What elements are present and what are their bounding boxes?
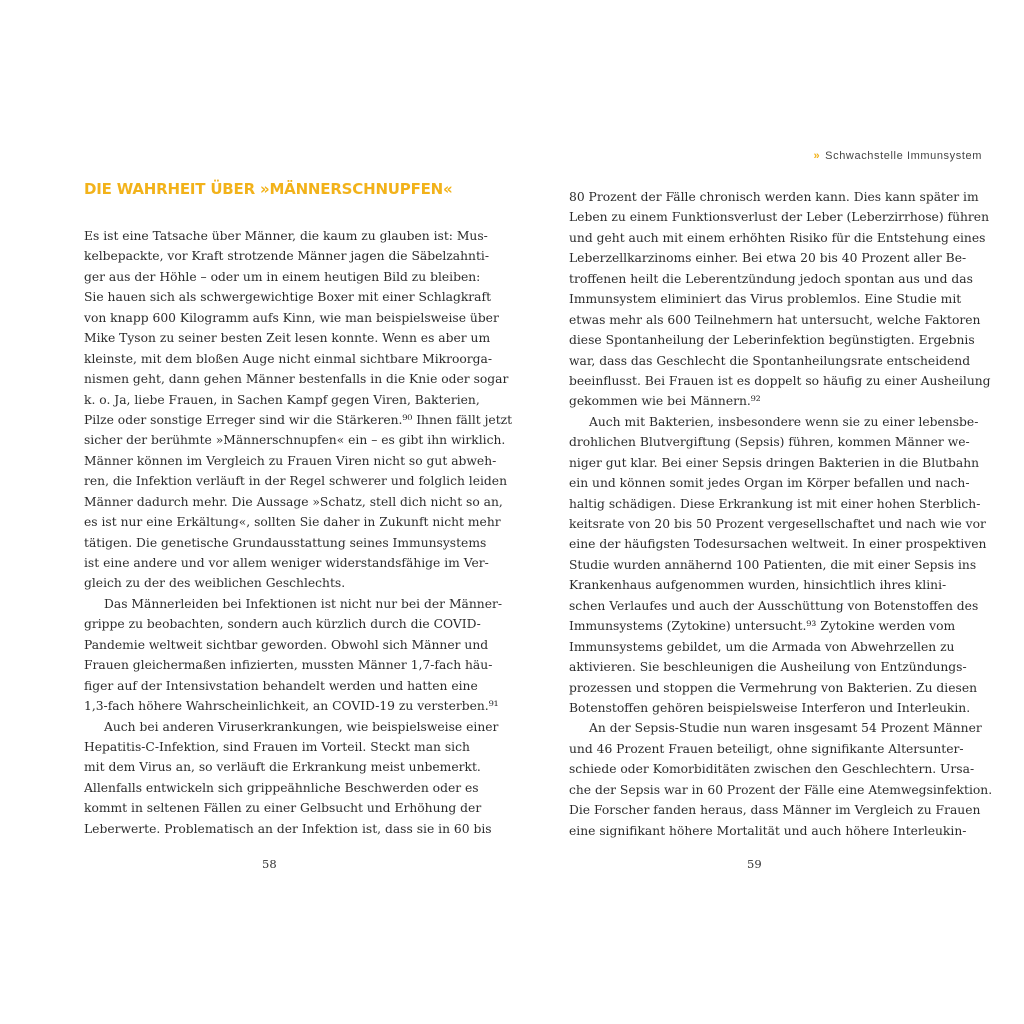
text-line: Mike Tyson zu seiner besten Zeit lesen konnte. Wenn es aber um	[84, 331, 491, 346]
text-line: sicher der berühmte »Männerschnupfen« ein – es gibt ihn wirklich.	[84, 433, 506, 448]
paragraph-first-line: Auch bei anderen Viruserkrankungen, wie beispielsweise einer	[104, 719, 499, 734]
text-line: und geht auch mit einem erhöhten Risiko für die Entstehung eines	[569, 230, 986, 245]
text-line: keitsrate von 20 bis 50 Prozent vergesellschaftet und nach wie vor	[569, 517, 986, 531]
text-line: Pilze oder sonstige Erreger sind wir die Stärkeren.⁹⁰ Ihnen fällt jetzt	[84, 412, 513, 427]
paragraph-first-line: An der Sepsis-Studie nun waren insgesamt 54 Prozent Männer	[589, 721, 982, 736]
text-line: figer auf der Intensivstation behandelt werden und hatten eine	[84, 678, 478, 693]
text-line: Es ist eine Tatsache über Männer, die kaum zu glauben ist: Mus-	[84, 229, 488, 243]
text-line: drohlichen Blutvergiftung (Sepsis) führen, kommen Männer we-	[569, 435, 970, 450]
text-line: ren, die Infektion verläuft in der Regel schwerer und folglich leiden	[84, 474, 507, 489]
running-head	[813, 150, 982, 162]
text-line: niger gut klar. Bei einer Sepsis dringen Bakterien in die Blutbahn	[569, 455, 980, 470]
text-line: schen Verlaufes und auch der Ausschüttung von Botenstoffen des	[569, 598, 979, 613]
text-line: von knapp 600 Kilogramm aufs Kinn, wie man beispielsweise über	[84, 310, 499, 325]
text-line: kleinste, mit dem bloßen Auge nicht einmal sichtbare Mikroorga-	[84, 351, 493, 366]
text-line: eine signifikant höhere Mortalität und auch höhere Interleukin-	[569, 823, 967, 838]
paragraph-first-line: Das Männerleiden bei Infektionen ist nicht nur bei der Männer-	[104, 596, 503, 611]
text-line: Hepatitis-C-Infektion, sind Frauen im Vorteil. Steckt man sich	[84, 739, 470, 754]
text-line: ein und können somit jedes Organ im Körper befallen und nach-	[569, 476, 970, 491]
text-line: Krankenhaus aufgenommen wurden, hinsichtlich ihres klini-	[569, 578, 947, 593]
text-line: ist eine andere und vor allem weniger widerstandsfähige im Ver-	[84, 556, 489, 570]
page-number: 58	[262, 857, 277, 871]
text-line: 80 Prozent der Fälle chronisch werden kann. Dies kann später im	[569, 190, 979, 204]
text-line: Frauen gleichermaßen infizierten, mussten Männer 1,7-fach häu-	[84, 658, 493, 673]
text-line: kelbepackte, vor Kraft strotzende Männer jagen die Säbelzahnti-	[84, 249, 489, 264]
text-line: Pandemie weltweit sichtbar geworden. Obwohl sich Männer und	[84, 637, 489, 652]
text-line: Männer dadurch mehr. Die Aussage »Schatz, stell dich nicht so an,	[84, 494, 503, 509]
text-line: grippe zu beobachten, sondern auch kürzlich durch die COVID-	[84, 617, 481, 632]
paragraph-first-line: Auch mit Bakterien, insbesondere wenn sie zu einer lebensbe-	[589, 414, 979, 429]
right-page-body	[569, 187, 993, 841]
text-line: Männer können im Vergleich zu Frauen Viren nicht so gut abweh-	[84, 453, 497, 468]
text-line: eine der häufigsten Todesursachen weltweit. In einer prospektiven	[569, 537, 987, 552]
running-head-title: Schwachstelle Immunsystem	[825, 150, 982, 162]
page-number: 59	[747, 857, 762, 871]
text-line: gekommen wie bei Männern.⁹²	[569, 394, 761, 409]
text-line: Die Forscher fanden heraus, dass Männer im Vergleich zu Frauen	[569, 803, 981, 818]
text-line: gleich zu der des weiblichen Geschlechts.	[84, 576, 346, 591]
text-line: Leberzellkarzinoms einher. Bei etwa 20 bis 40 Prozent aller Be-	[569, 251, 967, 266]
text-line: es ist nur eine Erkältung«, sollten Sie daher in Zukunft nicht mehr	[84, 515, 501, 530]
text-line: und 46 Prozent Frauen beteiligt, ohne signifikante Altersunter-	[569, 741, 964, 756]
text-line: war, dass das Geschlecht die Spontanheilungsrate entscheidend	[569, 353, 971, 368]
text-line: Botenstoffen gehören beispielsweise Interferon und Interleukin.	[569, 700, 971, 715]
text-line: aktivieren. Sie beschleunigen die Ausheilung von Entzündungs-	[569, 660, 967, 675]
text-line: k. o. Ja, liebe Frauen, in Sachen Kampf gegen Viren, Bakterien,	[84, 392, 480, 407]
text-line: kommt in seltenen Fällen zu einer Gelbsucht und Erhöhung der	[84, 801, 482, 816]
text-line: schiede oder Komorbiditäten zwischen den Geschlechtern. Ursa-	[569, 762, 975, 777]
text-line: prozessen und stoppen die Vermehrung von Bakterien. Zu diesen	[569, 680, 978, 695]
text-line: etwas mehr als 600 Teilnehmern hat untersucht, welche Faktoren	[569, 312, 981, 327]
text-line: tätigen. Die genetische Grundausstattung seines Immunsystems	[84, 535, 487, 550]
text-line: ger aus der Höhle – oder um in einem heutigen Bild zu bleiben:	[84, 269, 481, 284]
chevron-marker-icon: »	[813, 150, 821, 162]
right-page	[512, 0, 1024, 1024]
text-line: Leben zu einem Funktionsverlust der Leber (Leberzirrhose) führen	[569, 210, 989, 225]
text-line: troffenen heilt die Leberentzündung jedoch spontan aus und das	[569, 271, 973, 286]
text-line: Allenfalls entwickeln sich grippeähnliche Beschwerden oder es	[84, 780, 479, 795]
chapter-title: DIE WAHRHEIT ÜBER »MÄNNERSCHNUPFEN«	[84, 180, 453, 198]
text-line: Leberwerte. Problematisch an der Infektion ist, dass sie in 60 bis	[84, 821, 492, 836]
text-line: Sie hauen sich als schwergewichtige Boxer mit einer Schlagkraft	[84, 290, 492, 305]
text-line: Studie wurden annähernd 100 Patienten, die mit einer Sepsis ins	[569, 557, 977, 572]
text-line: mit dem Virus an, so verläuft die Erkrankung meist unbemerkt.	[84, 760, 481, 775]
text-line: Immunsystems gebildet, um die Armada von Abwehrzellen zu	[569, 639, 955, 654]
text-line: Immunsystems (Zytokine) untersucht.⁹³ Zytokine werden vom	[569, 619, 956, 634]
text-line: nismen geht, dann gehen Männer bestenfalls in die Knie oder sogar	[84, 372, 509, 387]
text-line: che der Sepsis war in 60 Prozent der Fälle eine Atemwegsinfektion.	[569, 782, 993, 797]
text-line: Immunsystem eliminiert das Virus problemlos. Eine Studie mit	[569, 292, 962, 307]
text-line: haltig schädigen. Diese Erkrankung ist mit einer hohen Sterblich-	[569, 496, 981, 511]
text-line: 1,3-fach höhere Wahrscheinlichkeit, an COVID-19 zu versterben.⁹¹	[84, 699, 499, 714]
text-line: diese Spontanheilung der Leberinfektion begünstigten. Ergebnis	[569, 333, 975, 348]
left-page-body	[84, 226, 513, 839]
text-line: beeinflusst. Bei Frauen ist es doppelt so häufig zu einer Ausheilung	[569, 373, 991, 388]
